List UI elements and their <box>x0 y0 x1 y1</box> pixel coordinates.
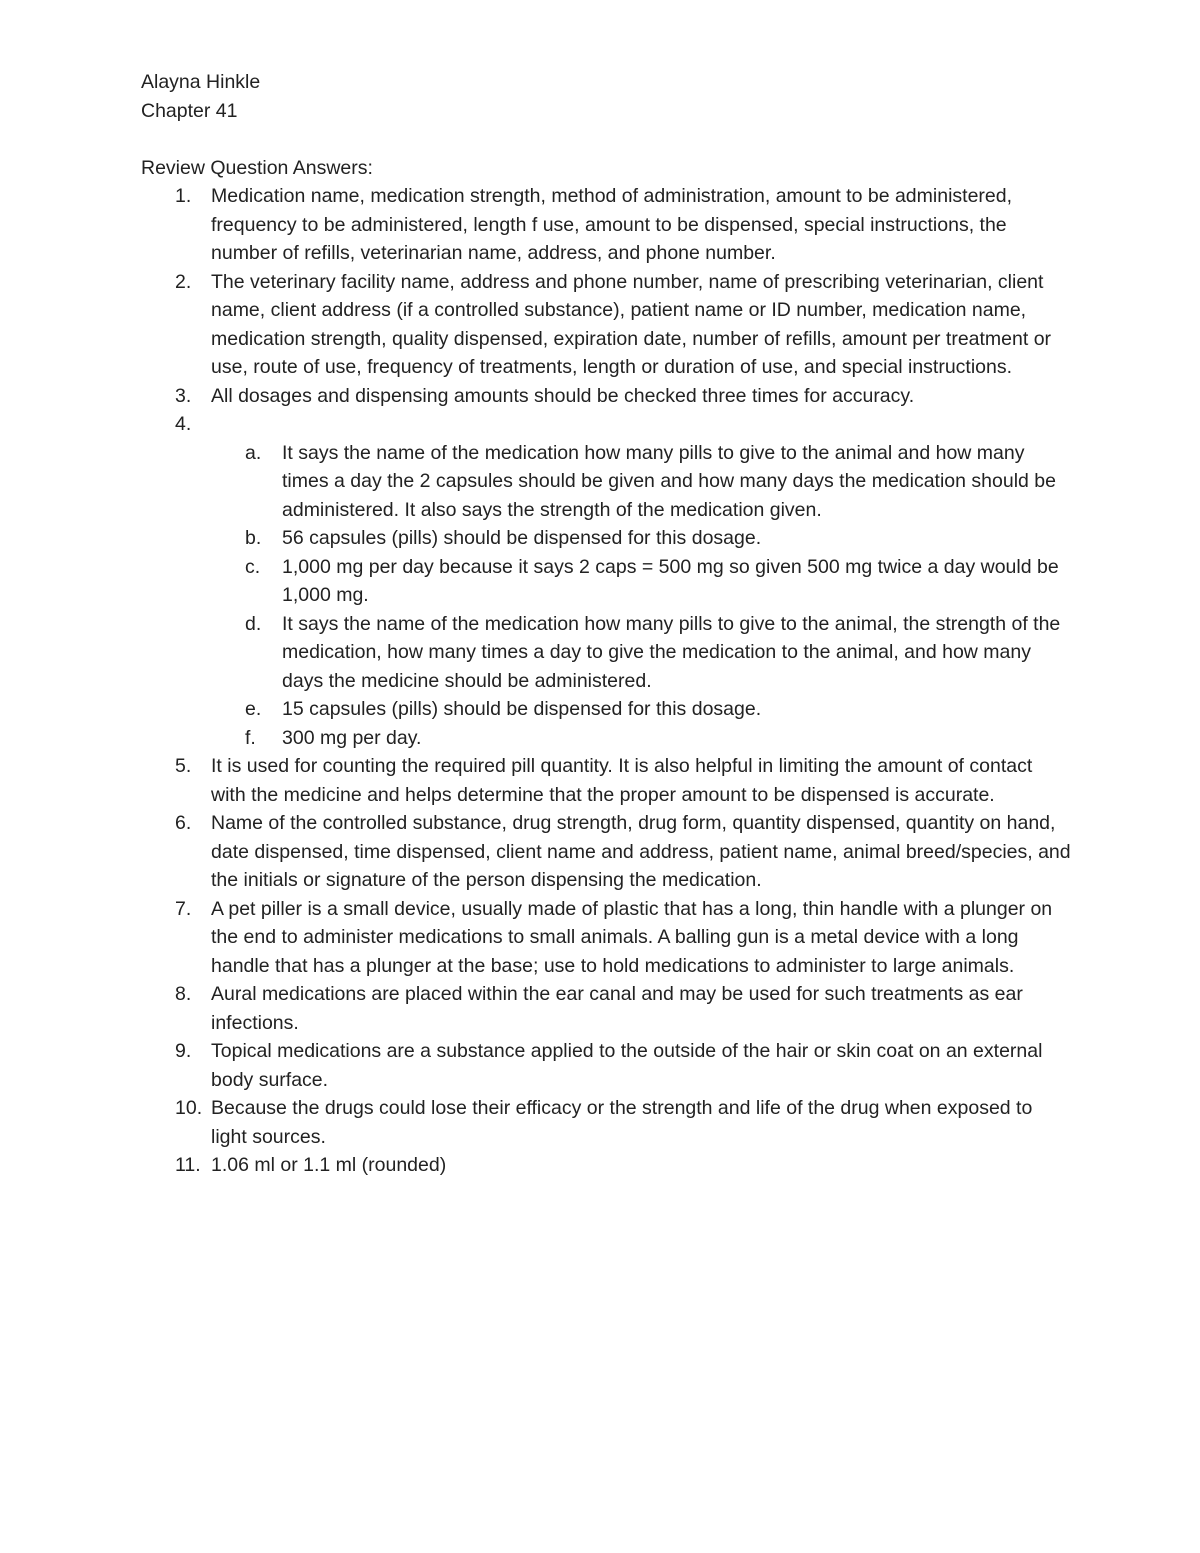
answer-text <box>211 410 1071 439</box>
answer-item-11 <box>141 1151 1071 1180</box>
answer-text: Name of the controlled substance, drug strength, drug form, quantity dispensed, quantity on hand, date dispensed, time dispensed, client name and address, patient name, animal breed/species, and the initials or signature of the person dispensing the medication. <box>211 812 1071 891</box>
answer-number: 1. <box>175 185 192 207</box>
answer-number: 9. <box>175 1040 192 1062</box>
answer-number: 3. <box>175 384 192 407</box>
answer-item-7 <box>141 895 1071 981</box>
document-page <box>141 68 1071 1180</box>
sub-answer-text: It says the name of the medication how many pills to give to the animal and how many times a day the 2 capsules should be given and how many days the medication should be administered. It also says the strength of the medication given. <box>282 441 1056 521</box>
sub-answer-list <box>141 439 1071 753</box>
sub-answer-letter: b. <box>245 527 262 549</box>
sub-answer-letter: a. <box>245 441 262 464</box>
answer-text: All dosages and dispensing amounts should be checked three times for accuracy. <box>211 384 915 407</box>
answer-text: Topical medications are a substance applied to the outside of the hair or skin coat on an external body surface. <box>211 1040 1043 1091</box>
answer-item-4 <box>141 410 1071 439</box>
answer-item-5 <box>141 752 1071 809</box>
answer-number: 6. <box>175 812 192 834</box>
answer-number: 11. <box>175 1154 201 1176</box>
answer-list-continued <box>141 752 1071 1180</box>
answer-item-2 <box>141 268 1071 382</box>
chapter-label: Chapter 41 <box>141 99 238 122</box>
sub-answer-text: 1,000 mg per day because it says 2 caps = 500 mg so given 500 mg twice a day would be 1,000 mg. <box>282 555 1059 606</box>
author-name: Alayna Hinkle <box>141 71 261 93</box>
answer-item-3 <box>141 382 1071 411</box>
sub-answer-item-b <box>141 524 1071 553</box>
answer-text: A pet piller is a small device, usually made of plastic that has a long, thin handle with a plunger on the end to administer medications to small animals. A balling gun is a metal device with a long handle that has a plunger at the base; use to hold medications to administer to large animals. <box>211 897 1053 977</box>
sub-answer-item-f <box>141 724 1071 753</box>
sub-answer-item-c <box>141 553 1071 610</box>
sub-answer-letter: f. <box>245 726 256 749</box>
answer-text: Medication name, medication strength, method of administration, amount to be administered, frequency to be administered, length f use, amount to be dispensed, special instructions, the number of refills, veterinarian name, address, and phone number. <box>211 185 1013 264</box>
answer-number: 10. <box>175 1097 203 1119</box>
sub-answer-item-a <box>141 439 1071 525</box>
answer-item-1 <box>141 182 1071 268</box>
sub-answer-letter: d. <box>245 612 262 635</box>
sub-answer-text: 56 capsules (pills) should be dispensed for this dosage. <box>282 527 762 549</box>
sub-answer-item-d <box>141 610 1071 696</box>
answer-text: Aural medications are placed within the ear canal and may be used for such treatments as ear infections. <box>211 983 1023 1034</box>
sub-answer-text: 15 capsules (pills) should be dispensed for this dosage. <box>282 698 762 720</box>
answer-text: The veterinary facility name, address and phone number, name of prescribing veterinarian, client name, client address (if a controlled substance), patient name or ID number, medication name, medication strength, quality dispensed, expiration date, number of refills, amount per treatment or use, route of use, frequency of treatments, length or duration of use, and special instructions. <box>211 270 1052 378</box>
answer-item-9 <box>141 1037 1071 1094</box>
sub-answer-text: It says the name of the medication how many pills to give to the animal, the strength of the medication, how many times a day to give the medication to the animal, and how many days the medicine should be administered. <box>282 612 1061 692</box>
sub-answer-text: 300 mg per day. <box>282 726 422 749</box>
answer-text: 1.06 ml or 1.1 ml (rounded) <box>211 1154 447 1176</box>
answer-item-6 <box>141 809 1071 895</box>
section-title: Review Question Answers: <box>141 156 373 179</box>
answer-number: 4. <box>175 413 192 435</box>
sub-answer-letter: c. <box>245 555 261 578</box>
answer-number: 5. <box>175 755 192 777</box>
blank-line <box>141 125 1071 154</box>
answer-item-10 <box>141 1094 1071 1151</box>
sub-answer-item-e <box>141 695 1071 724</box>
answer-text: Because the drugs could lose their efficacy or the strength and life of the drug when exposed to light sources. <box>211 1097 1033 1148</box>
answer-number: 8. <box>175 983 192 1005</box>
answer-text: It is used for counting the required pill quantity. It is also helpful in limiting the amount of contact with the medicine and helps determine that the proper amount to be dispensed is accurate. <box>211 755 1033 806</box>
answer-number: 7. <box>175 897 192 920</box>
answer-list <box>141 182 1071 439</box>
answer-item-8 <box>141 980 1071 1037</box>
sub-answer-letter: e. <box>245 698 262 720</box>
answer-number: 2. <box>175 270 192 293</box>
